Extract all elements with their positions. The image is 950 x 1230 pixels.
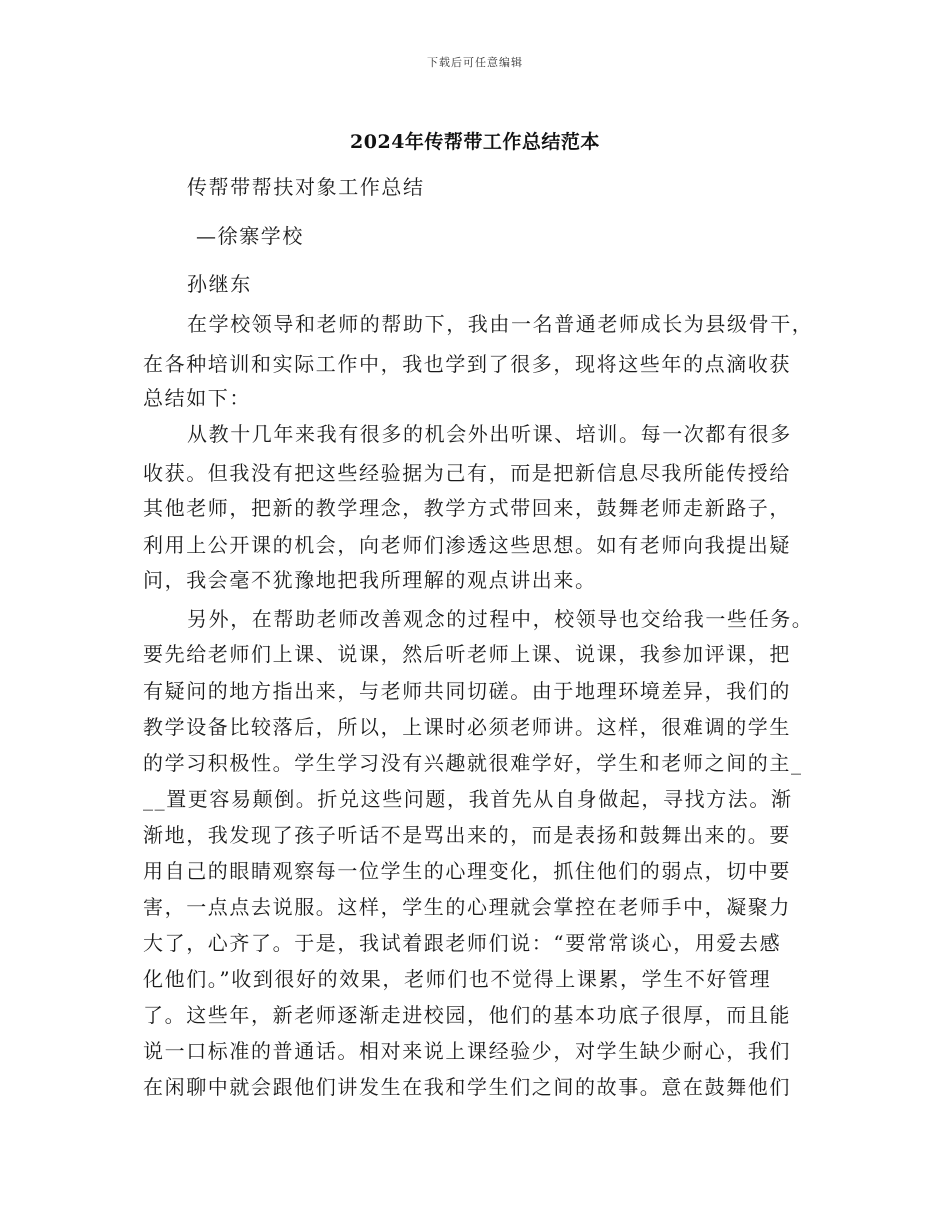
body-line: 其他老师，把新的教学理念，教学方式带回来，鼓舞老师走新路子， bbox=[143, 496, 791, 520]
school-name: —徐寨学校 bbox=[196, 224, 304, 248]
body-line: 收获。但我没有把这些经验据为己有，而是把新信息尽我所能传授给 bbox=[143, 461, 791, 485]
body-line: 化他们。”收到很好的效果，老师们也不觉得上课累，学生不好管理 bbox=[143, 967, 772, 991]
body-line: 在学校领导和老师的帮助下，我由一名普通老师成长为县级骨干， bbox=[187, 312, 814, 336]
body-line: 在闲聊中就会跟他们讲发生在我和学生们之间的故事。意在鼓舞他们 bbox=[143, 1075, 791, 1099]
body-line: 了。这些年，新老师逐渐走进校园，他们的基本功底子很厚，而且能 bbox=[143, 1003, 791, 1027]
header-note: 下载后可任意编辑 bbox=[427, 56, 523, 69]
author-name: 孙继东 bbox=[187, 272, 252, 296]
body-line: 大了，心齐了。于是，我试着跟老师们说：“要常常谈心，用爱去感 bbox=[143, 931, 782, 955]
document-subtitle: 传帮带帮扶对象工作总结 bbox=[187, 175, 425, 199]
body-line: 从教十几年来我有很多的机会外出听课、培训。每一次都有很多 bbox=[187, 422, 792, 446]
body-line: 说一口标准的普通话。相对来说上课经验少，对学生缺少耐心，我们 bbox=[143, 1039, 791, 1063]
body-line: 问，我会毫不犹豫地把我所理解的观点讲出来。 bbox=[143, 568, 597, 592]
document-title: 2024年传帮带工作总结范本 bbox=[350, 131, 600, 153]
body-line: 的学习积极性。学生学习没有兴趣就很难学好，学生和老师之间的主_ bbox=[143, 751, 803, 775]
body-line: 害，一点点去说服。这样，学生的心理就会掌控在老师手中，凝聚力 bbox=[143, 895, 791, 919]
body-line: 教学设备比较落后，所以，上课时必须老师讲。这样，很难调的学生 bbox=[143, 715, 791, 739]
body-line: 总结如下： bbox=[143, 386, 251, 410]
body-line: 用自己的眼睛观察每一位学生的心理变化，抓住他们的弱点，切中要 bbox=[143, 859, 791, 883]
body-line: 在各种培训和实际工作中，我也学到了很多，现将这些年的点滴收获 bbox=[143, 352, 791, 376]
body-line: 利用上公开课的机会，向老师们渗透这些思想。如有老师向我提出疑 bbox=[143, 533, 791, 557]
body-line: 渐地，我发现了孩子听话不是骂出来的，而是表扬和鼓舞出来的。要 bbox=[143, 823, 791, 847]
body-line: 另外，在帮助老师改善观念的过程中，校领导也交给我一些任务。 bbox=[187, 607, 814, 631]
body-line: 有疑问的地方指出来，与老师共同切磋。由于地理环境差异，我们的 bbox=[143, 679, 791, 703]
body-line: __置更容易颠倒。折兑这些问题，我首先从自身做起，寻找方法。渐 bbox=[143, 787, 793, 811]
body-line: 要先给老师们上课、说课，然后听老师上课、说课，我参加评课，把 bbox=[143, 642, 791, 666]
